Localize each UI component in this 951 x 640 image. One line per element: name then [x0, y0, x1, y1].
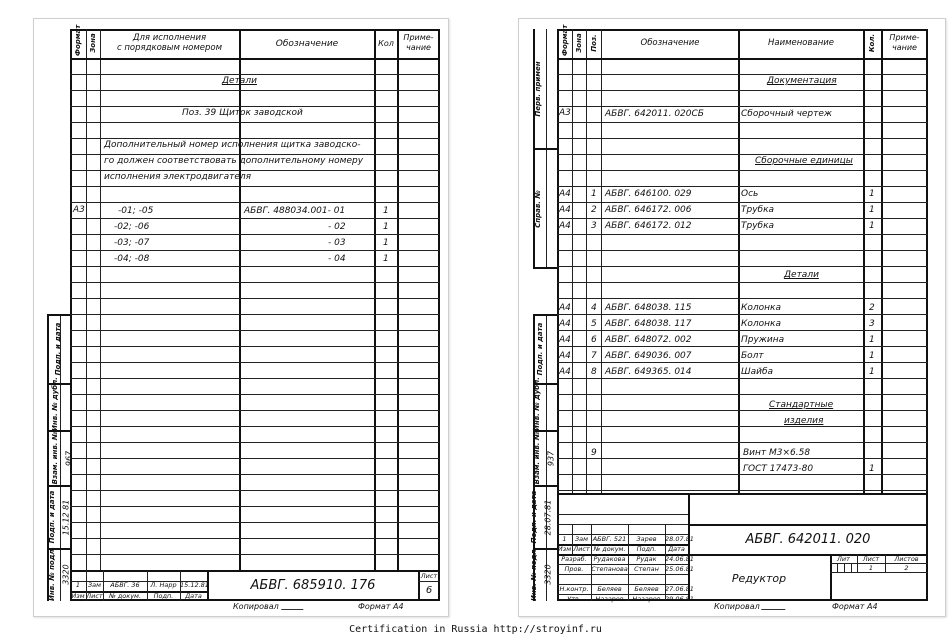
right-tb-lit-label: Лит — [837, 555, 850, 563]
right-tb-change-cell: 28.07.81 — [665, 535, 694, 543]
right-part-format: А4 — [559, 303, 571, 313]
right-tb-change-cell: Зарев — [636, 535, 657, 543]
left-row-line — [70, 378, 440, 379]
left-side-interchange-value: 967 — [64, 450, 74, 467]
left-row-exec: -04; -08 — [114, 254, 150, 264]
right-assembly-pos: 3 — [591, 221, 597, 231]
right-side-ref-no: Справ. № — [534, 190, 542, 228]
right-part-desig: АБВГ. 648072. 002 — [605, 335, 692, 345]
left-tb-head-docno: № докум. — [108, 592, 142, 600]
left-row-qty: 1 — [383, 254, 389, 264]
left-row-line — [70, 74, 440, 75]
right-tb-line — [557, 514, 688, 515]
left-text-line-2: го должен соответствовать дополнительному номеру — [104, 156, 364, 166]
right-tb-ncontrol-cell: Беляев — [597, 585, 622, 593]
left-row-line — [70, 90, 440, 91]
left-side-sign-date-2-value: 15.12 81 — [61, 499, 71, 536]
right-tb-check-cell: Степанова — [591, 565, 628, 573]
right-tb-product-name: Редуктор — [731, 572, 787, 585]
right-part-pos: 6 — [591, 335, 597, 345]
right-assembly-qty: 1 — [869, 221, 875, 231]
right-assembly-name: Ось — [741, 189, 759, 199]
right-tb-approve-cell: Назаров — [595, 595, 624, 603]
left-row-line — [70, 138, 440, 139]
left-row-line — [70, 122, 440, 123]
right-tb-check-cell: Пров. — [564, 565, 584, 573]
right-tb-sheets-number: 2 — [904, 564, 909, 572]
left-copied-signature — [281, 606, 305, 610]
right-row-line — [557, 282, 928, 283]
right-tb-head-cell: № докум. — [593, 545, 626, 553]
right-assembly-qty: 1 — [869, 205, 875, 215]
left-row-line — [70, 554, 440, 555]
right-row-line — [557, 346, 928, 347]
right-tb-change-cell: Зам — [574, 535, 589, 543]
right-assembly-name: Трубка — [741, 221, 775, 231]
right-part-desig: АБВГ. 648038. 117 — [605, 319, 692, 329]
left-side-orig-no-value: 3320 — [61, 564, 71, 585]
right-tb-line — [557, 524, 688, 525]
right-row-line — [557, 490, 928, 491]
right-tb-head-cell: Лист — [573, 545, 590, 553]
right-row-line — [557, 218, 928, 219]
right-section-docs: Документация — [767, 76, 837, 86]
left-row-line — [70, 394, 440, 395]
right-header-zone: Зона — [575, 33, 583, 53]
right-header-name: Наименование — [767, 38, 835, 48]
right-part-format: А4 — [559, 367, 571, 377]
right-header-note: Приме- чание — [889, 33, 920, 52]
right-tb-dev-cell: 24.06.81 — [665, 555, 694, 563]
right-section-parts: Детали — [784, 270, 819, 280]
right-copied-signature — [761, 606, 787, 610]
right-assembly-desig: АБВГ. 646172. 006 — [605, 205, 692, 215]
left-format-label: Формат А4 — [358, 602, 404, 611]
right-part-pos: 4 — [591, 303, 597, 313]
right-part-desig: АБВГ. 648038. 115 — [605, 303, 692, 313]
right-assembly-format: А4 — [559, 205, 571, 215]
right-row-line — [557, 410, 928, 411]
right-assembly-desig: АБВГ. 646172. 012 — [605, 221, 692, 231]
right-format-label: Формат А4 — [832, 602, 878, 611]
right-std-name-2: ГОСТ 17473-80 — [743, 464, 814, 474]
right-header-designation: Обозначение — [640, 38, 700, 48]
right-tb-change-cell: АБВГ. 521 — [592, 535, 627, 543]
right-std-name-1: Винт М3×6.58 — [743, 448, 811, 458]
right-tb-dev-cell: Рудакова — [593, 555, 626, 563]
left-side-orig-no: Инв. № подл. — [48, 546, 56, 601]
right-part-name: Болт — [741, 351, 764, 361]
left-row-line — [70, 538, 440, 539]
right-part-name: Колонка — [741, 319, 781, 329]
right-row-line — [557, 362, 928, 363]
right-side-sign-date-2: Подп. и дата — [530, 490, 538, 544]
left-row-exec: -03; -07 — [114, 238, 150, 248]
right-part-name: Шайба — [741, 367, 774, 377]
right-tb-head-cell: Дата — [668, 545, 685, 553]
right-tb-ncontrol-cell: Н.контр. — [559, 585, 589, 593]
left-tb-sheet: Зам — [87, 581, 102, 589]
right-part-format: А4 — [559, 351, 571, 361]
right-tb-dev-cell: Рудак — [636, 555, 657, 563]
right-row-line — [557, 122, 928, 123]
right-side-orig-no-value: 3320 — [543, 564, 553, 585]
left-item-title: Поз. 39 Щиток заводской — [182, 108, 303, 118]
right-assembly-pos: 1 — [591, 189, 597, 199]
left-text-line-3: исполнения электродвигателя — [104, 172, 252, 182]
left-row-line — [70, 490, 440, 491]
right-tb-head-cell: Изм — [557, 545, 572, 553]
left-row-line — [70, 346, 440, 347]
right-doc-designation: АБВГ. 642011. 020СБ — [605, 109, 704, 119]
right-part-qty: 1 — [869, 351, 875, 361]
right-side-sign-date-2-value: 28.07.81 — [543, 499, 553, 536]
left-row-line — [70, 250, 440, 251]
right-assembly-format: А4 — [559, 221, 571, 231]
left-row-line — [70, 282, 440, 283]
right-part-desig: АБВГ. 649036. 007 — [605, 351, 692, 361]
right-header-pos: Поз. — [590, 34, 598, 52]
right-assembly-qty: 1 — [869, 189, 875, 199]
right-copied-label: Копировал — [714, 602, 760, 611]
left-copied-label: Копировал — [233, 602, 279, 611]
left-header-format: Формат — [74, 24, 82, 56]
left-tb-head-date: Дата — [185, 592, 202, 600]
left-tb-docno: АБВГ. 36 — [110, 581, 140, 589]
right-tb-ncontrol-cell: 27.06.81 — [665, 585, 694, 593]
right-tb-sheets-label: Листов — [894, 555, 919, 563]
left-tb-document-number: АБВГ. 685910. 176 — [250, 578, 376, 593]
right-row-line — [557, 330, 928, 331]
right-tb-ncontrol-cell: Беляев — [634, 585, 659, 593]
left-row-line — [70, 506, 440, 507]
left-header-designation: Обозначение — [275, 39, 339, 49]
right-row-line — [557, 298, 928, 299]
left-tb-sheet-label: Лист — [420, 572, 438, 580]
left-row-line — [70, 474, 440, 475]
left-side-sign-date-2: Подп. и дата — [48, 490, 56, 544]
right-tb-approve-cell: Назаров — [632, 595, 661, 603]
left-header-zone: Зона — [89, 33, 97, 53]
right-part-pos: 8 — [591, 367, 597, 377]
right-tb-document-number: АБВГ. 642011. 020 — [745, 532, 871, 547]
right-row-line — [557, 186, 928, 187]
right-row-line — [557, 154, 928, 155]
left-row-desig: - 02 — [328, 222, 346, 232]
right-tb-line — [557, 574, 688, 575]
left-row-desig: - 04 — [328, 254, 346, 264]
left-row-line — [70, 362, 440, 363]
right-part-pos: 5 — [591, 319, 597, 329]
left-text-line-1: Дополнительный номер исполнения щитка заводско- — [104, 140, 361, 150]
right-row-line — [557, 106, 928, 107]
left-tb-date: 15.12.81 — [180, 581, 209, 589]
right-tb-sheet-label: Лист — [862, 555, 880, 563]
left-row-desig: АБВГ. 488034.001- 01 — [244, 206, 346, 216]
right-row-line — [557, 138, 928, 139]
left-row-line — [70, 330, 440, 331]
right-section-standard-1: Стандартные — [769, 400, 834, 410]
right-tb-check-cell: Степан — [634, 565, 659, 573]
right-row-line — [557, 170, 928, 171]
right-std-qty: 1 — [869, 464, 875, 474]
right-std-pos: 9 — [591, 448, 597, 458]
right-assembly-pos: 2 — [591, 205, 597, 215]
left-tb-sheet-number: 6 — [425, 585, 433, 596]
left-row-exec: -01; -05 — [118, 206, 154, 216]
left-tb-change: 1 — [75, 581, 81, 589]
left-side-sign-date: Подп. и дата — [54, 322, 62, 376]
left-row-line — [70, 154, 440, 155]
left-row-line — [70, 218, 440, 219]
left-tb-head-change: Изм — [71, 592, 85, 600]
left-side-dup-no: Инв. № дубл. — [51, 377, 59, 431]
left-row-exec: -02; -06 — [114, 222, 150, 232]
right-tb-approve-cell: 29.06.81 — [665, 595, 694, 603]
left-row-qty: 1 — [383, 222, 389, 232]
right-side-interchange: Взам. инв. № — [533, 431, 541, 485]
right-row-line — [557, 202, 928, 203]
left-tb-head-sheet: Лист — [86, 592, 103, 600]
right-side-sign-date: Подп. и дата — [536, 322, 544, 376]
left-tb-sign: Л. Нарр — [150, 581, 177, 589]
right-tb-dev-cell: Разраб. — [561, 555, 587, 563]
right-header-format: Формат — [561, 24, 569, 56]
left-row-line — [70, 298, 440, 299]
right-part-format: А4 — [559, 319, 571, 329]
right-row-line — [557, 250, 928, 251]
right-row-line — [557, 442, 928, 443]
right-tb-sheet-number: 1 — [868, 564, 874, 572]
left-header-note: Приме- чание — [403, 33, 434, 52]
right-section-standard-2: изделия — [784, 416, 824, 426]
right-section-assemblies: Сборочные единицы — [755, 156, 853, 166]
right-row-line — [557, 90, 928, 91]
right-assembly-desig: АБВГ. 646100. 029 — [605, 189, 692, 199]
right-part-format: А4 — [559, 335, 571, 345]
right-row-line — [557, 426, 928, 427]
right-assembly-name: Трубка — [741, 205, 775, 215]
left-header-qty: Кол — [378, 39, 394, 48]
left-row-line — [70, 426, 440, 427]
right-tb-check-cell: 25.06.81 — [665, 565, 694, 573]
right-part-qty: 1 — [869, 367, 875, 377]
left-row-line — [70, 234, 440, 235]
right-row-line — [557, 394, 928, 395]
right-row-line — [557, 74, 928, 75]
right-assembly-format: А4 — [559, 189, 571, 199]
left-row-desig: - 03 — [328, 238, 346, 248]
right-side-orig-no: Инв. № подл. — [530, 546, 538, 601]
left-row-line — [70, 186, 440, 187]
left-row-qty: 1 — [383, 238, 389, 248]
right-part-name: Колонка — [741, 303, 781, 313]
right-side-first-use: Перв. примен — [534, 61, 542, 117]
right-doc-format: А3 — [559, 108, 571, 118]
right-part-qty: 2 — [869, 303, 875, 313]
left-row-line — [70, 410, 440, 411]
right-part-pos: 7 — [591, 351, 597, 361]
left-row-line — [70, 202, 440, 203]
left-row-line — [70, 314, 440, 315]
right-side-interchange-value: 937 — [546, 450, 556, 467]
right-row-line — [557, 266, 928, 267]
footer-text: Certification in Russia http://stroyinf.ru — [349, 624, 602, 635]
right-part-desig: АБВГ. 649365. 014 — [605, 367, 692, 377]
left-row-line — [70, 522, 440, 523]
right-part-qty: 3 — [869, 319, 875, 329]
right-side-dup-no: Инв. № дубл. — [533, 377, 541, 431]
right-tb-head-cell: Подп. — [636, 545, 657, 553]
left-row-format: А3 — [73, 205, 85, 215]
left-row-line — [70, 442, 440, 443]
right-doc-name: Сборочный чертеж — [741, 109, 833, 119]
left-row-line — [70, 106, 440, 107]
right-tb-approve-cell: Утв. — [567, 595, 581, 603]
left-row-line — [70, 266, 440, 267]
left-tb-head-sign: Подп. — [153, 592, 174, 600]
right-row-line — [557, 234, 928, 235]
right-part-qty: 1 — [869, 335, 875, 345]
left-row-line — [70, 458, 440, 459]
right-row-line — [557, 314, 928, 315]
left-row-line — [70, 170, 440, 171]
right-row-line — [557, 378, 928, 379]
left-header-execution: Для исполнения с порядковым номером — [116, 33, 223, 53]
left-row-qty: 1 — [383, 206, 389, 216]
right-header-qty: Кол. — [868, 33, 876, 53]
left-side-interchange: Взам. инв. № — [51, 431, 59, 485]
left-section-title: Детали — [222, 76, 257, 86]
right-part-name: Пружина — [741, 335, 785, 345]
right-tb-change-cell: 1 — [562, 535, 567, 543]
